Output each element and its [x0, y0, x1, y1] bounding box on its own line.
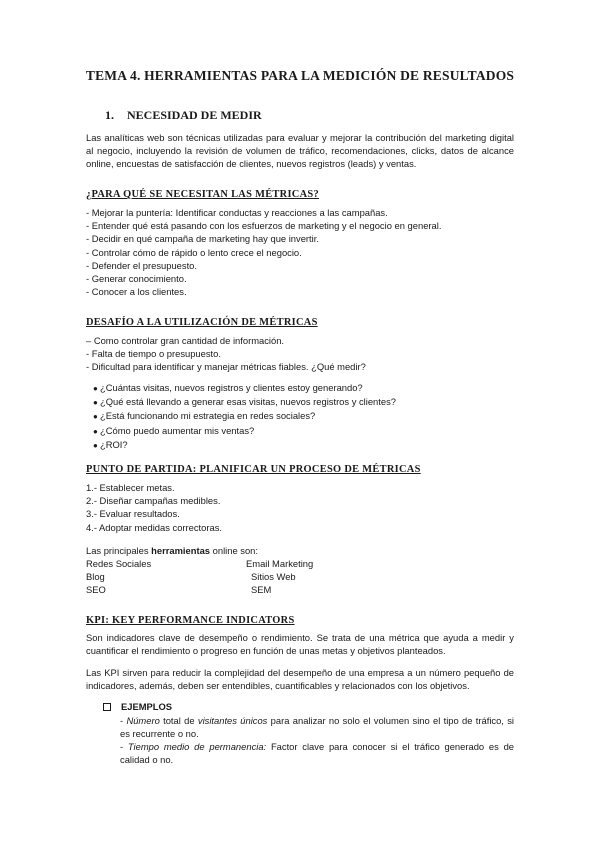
list-item: - Entender qué está pasando con los esfuerzos de marketing y el negocio en general.: [86, 220, 442, 232]
challenge-list: [86, 334, 366, 374]
list-item: 2.- Diseñar campañas medibles.: [86, 495, 221, 507]
intro-paragraph: Las analíticas web son técnicas utilizadas para evaluar y mejorar la contribución del marketing digital al negocio, incluyendo la revisión de volumen de tráfico, recomendaciones, clicks, datos de alcance online, encuestas de satisfacción de clientes, nuevos registros (leads) y ventas.: [86, 132, 514, 170]
list-item: ● ¿ROI?: [93, 438, 396, 452]
tools-table: [86, 557, 406, 597]
tools-row: [86, 570, 406, 583]
challenge-heading: DESAFÍO A LA UTILIZACIÓN DE MÉTRICAS: [86, 317, 318, 328]
bullet-icon: ●: [93, 412, 98, 422]
tools-intro: Las principales herramientas online son:: [86, 545, 258, 556]
list-item: - Dificultad para identificar y manejar métricas fiables. ¿Qué medir?: [86, 361, 366, 373]
list-item: ● ¿Cuántas visitas, nuevos registros y clientes estoy generando?: [93, 381, 396, 395]
why-metrics-list: [86, 206, 441, 298]
bullet-icon: ●: [93, 426, 98, 436]
bullet-icon: ●: [93, 440, 98, 450]
challenge-questions: [93, 381, 396, 452]
kpi-paragraph-1: Son indicadores clave de desempeño o rendimiento. Se trata de una métrica que ayuda a medir y cuantificar el rendimiento o progreso en función de unas metas y objetivos planteados.: [86, 632, 514, 657]
kpi-paragraph-2: Las KPI sirven para reducir la complejidad del desempeño de una empresa a un número pequeño de indicadores, además, deben ser entendibles, cuantificables y relacionados con los objetivos.: [86, 667, 514, 692]
tool-cell: SEM: [251, 584, 272, 596]
list-item: 1.- Establecer metas.: [86, 482, 175, 493]
list-item: ● ¿Cómo puedo aumentar mis ventas?: [93, 424, 396, 438]
list-item: - Mejorar la puntería: Identificar conductas y reacciones a las campañas.: [86, 207, 388, 218]
why-metrics-heading: ¿PARA QUÉ SE NECESITAN LAS MÉTRICAS?: [86, 189, 319, 200]
section-heading-necesidad: [105, 108, 262, 123]
bullet-icon: ●: [93, 398, 98, 408]
list-item: 3.- Evaluar resultados.: [86, 508, 180, 520]
starting-point-heading: PUNTO DE PARTIDA: PLANIFICAR UN PROCESO DE MÉTRICAS: [86, 464, 421, 475]
section-number: 1.: [105, 108, 114, 122]
tool-cell: Blog: [86, 571, 105, 583]
page-title: TEMA 4. HERRAMIENTAS PARA LA MEDICIÓN DE RESULTADOS: [85, 68, 515, 83]
list-item: - Conocer a los clientes.: [86, 286, 187, 298]
tool-cell: Redes Sociales: [86, 558, 152, 569]
list-item: - Controlar cómo de rápido o lento crece el negocio.: [86, 246, 302, 258]
list-item: - Falta de tiempo o presupuesto.: [86, 348, 221, 360]
examples-heading: EJEMPLOS: [103, 701, 172, 712]
bullet-icon: ●: [93, 384, 98, 393]
tool-cell: Email Marketing: [246, 558, 314, 569]
list-item: 4.- Adoptar medidas correctoras.: [86, 521, 223, 533]
steps-list: [86, 481, 222, 534]
tools-row: [86, 583, 406, 596]
tool-cell: SEO: [86, 584, 106, 596]
tool-cell: Sitios Web: [251, 571, 296, 583]
list-item: ● ¿Qué está llevando a generar esas visitas, nuevos registros y clientes?: [93, 395, 396, 409]
example-2: - Tiempo medio de permanencia: Factor clave para conocer si el tráfico generado es de calidad o no.: [120, 741, 514, 766]
list-item: ● ¿Está funcionando mi estrategia en redes sociales?: [93, 409, 396, 423]
kpi-heading: KPI: KEY PERFORMANCE INDICATORS: [86, 615, 295, 626]
section-heading-text: NECESIDAD DE MEDIR: [127, 108, 262, 122]
tools-row: [86, 557, 406, 570]
list-item: - Generar conocimiento.: [86, 273, 187, 285]
list-item: – Como controlar gran cantidad de información.: [86, 335, 285, 346]
list-item: - Defender el presupuesto.: [86, 259, 198, 271]
example-1: - Número total de visitantes únicos para analizar no solo el volumen sino el tipo de tráfico, si es recurrente o no.: [120, 715, 514, 740]
list-item: - Decidir en qué campaña de marketing hay que invertir.: [86, 233, 319, 245]
checkbox-bullet-icon: [103, 703, 111, 711]
